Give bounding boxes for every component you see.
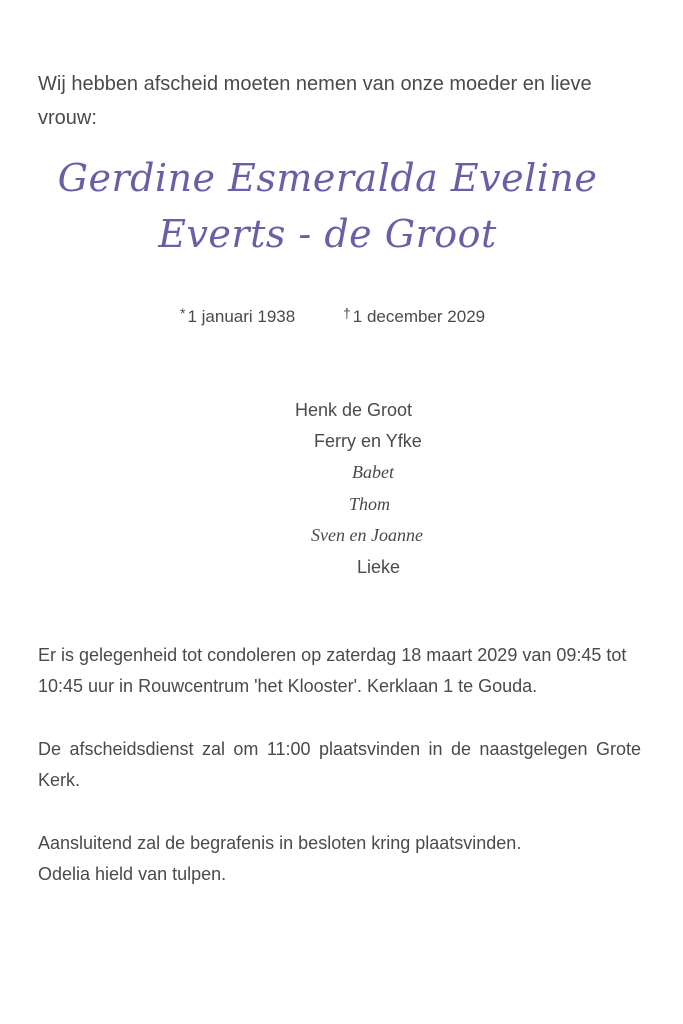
family-member: Thom [349, 494, 391, 514]
condolence-paragraph: Er is gelegenheid tot condoleren op zaterdag 18 maart 2029 van 09:45 tot 10:45 uur in Rouwcentrum 'het Klooster'. Kerklaan 1 te Gouda. [38, 645, 627, 696]
service-paragraph: De afscheidsdienst zal om 11:00 plaatsvinden in de naastgelegen Grote Kerk. [38, 739, 641, 790]
birth-star-icon: * [180, 305, 186, 321]
family-member: Ferry en Yfke [314, 431, 422, 451]
family-member: Henk de Groot [295, 400, 413, 420]
death-date-group [343, 305, 485, 327]
birth-date-group [180, 305, 295, 327]
tulips-paragraph: Odelia hield van tulpen. [38, 864, 227, 884]
birth-date: 1 januari 1938 [187, 307, 296, 326]
death-date: 1 december 2029 [352, 307, 486, 326]
family-member: Babet [352, 462, 394, 482]
burial-paragraph: Aansluitend zal de begrafenis in besloten kring plaatsvinden. [38, 833, 522, 853]
family-member: Sven en Joanne [311, 525, 423, 545]
deceased-name-line1: Gerdine Esmeralda Eveline [57, 156, 598, 200]
deceased-name [0, 150, 683, 262]
death-cross-icon: † [343, 305, 351, 321]
intro-text: Wij hebben afscheid moeten nemen van onze moeder en lieve vrouw: [38, 73, 592, 129]
family-member: Lieke [357, 557, 401, 577]
deceased-name-line2: Everts - de Groot [158, 212, 497, 256]
